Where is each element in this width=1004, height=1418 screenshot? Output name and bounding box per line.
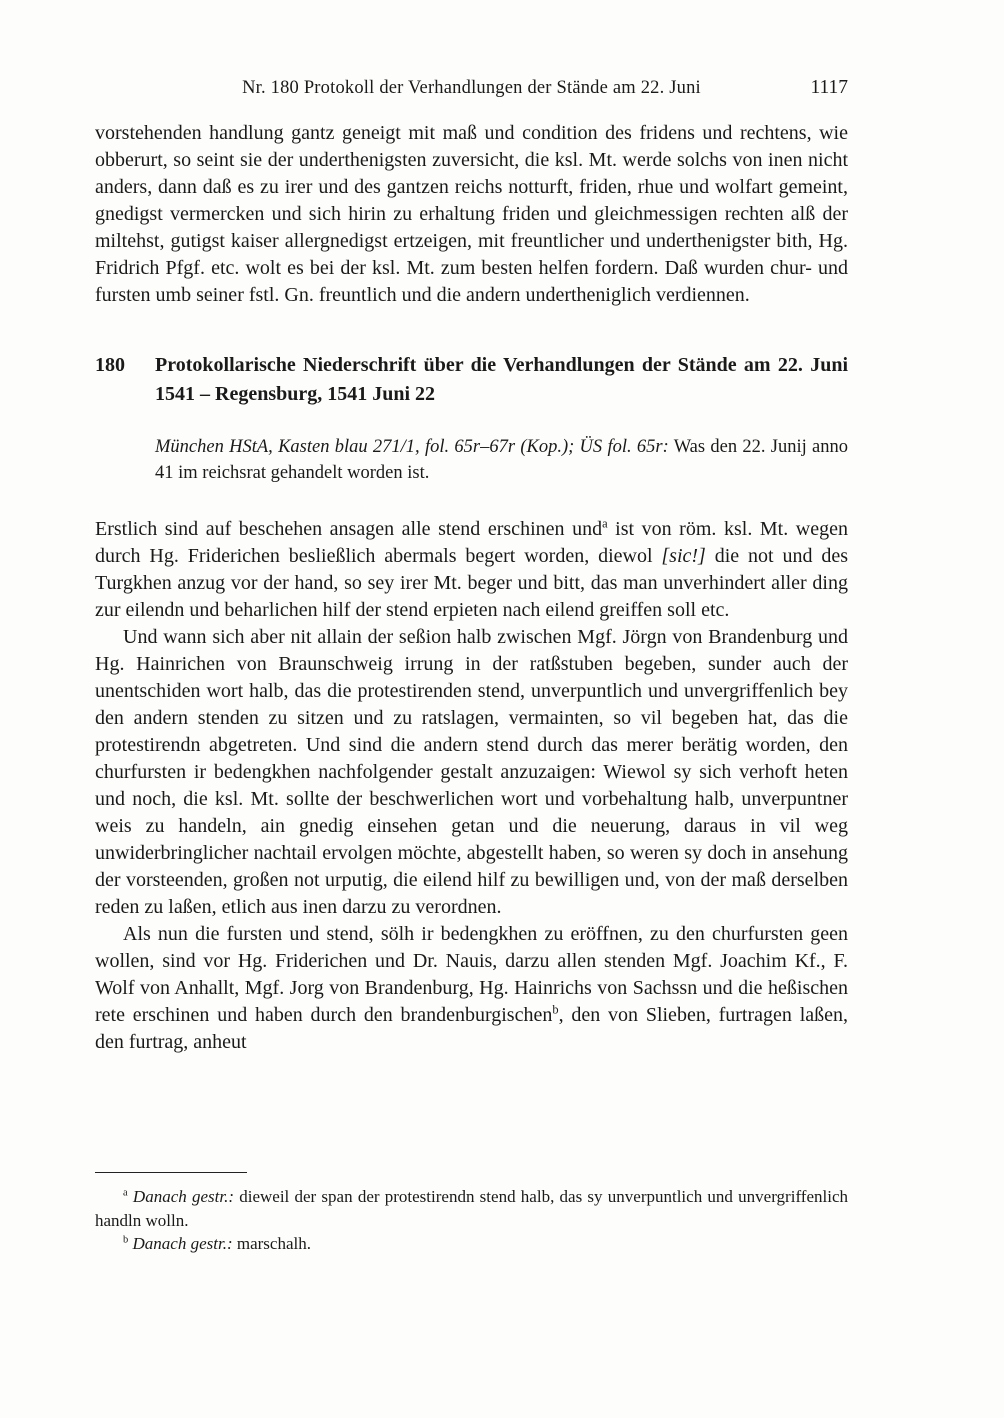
page-body — [95, 120, 848, 1056]
original-heading: Was den 22. Junij anno 41 im reichsrat gehandelt worden ist. — [155, 437, 848, 483]
sic-annotation: [sic!] — [661, 545, 706, 567]
footnote-b-label: Danach gestr.: — [132, 1234, 233, 1253]
footnotes-section — [95, 1172, 848, 1256]
running-title: Nr. 180 Protokoll der Verhandlungen der Stände am 22. Juni — [242, 78, 701, 98]
paragraph-text: ist von röm. ksl. Mt. wegen durch Hg. Friderichen besließlich abermals begert worden, diewol — [95, 518, 848, 567]
running-header — [95, 76, 848, 100]
document-title: Protokollarische Niederschrift über die Verhandlungen der Stände am 22. Juni 1541 – Regensburg, 1541 Juni 22 — [155, 354, 848, 405]
paragraph-text: die not und des Turgkhen anzug vor der hand, so sey irer Mt. beger und bitt, das man unverhindert aller ding zur eilendn und beharlichen hilf der stend erpieten nach eilend greiffen soll etc. — [95, 545, 848, 621]
paragraph-text: Erstlich sind auf beschehen ansagen alle stend erschinen und — [95, 518, 603, 540]
footnote-a-marker: a — [123, 1187, 128, 1199]
paragraph-text: , den von Slieben, furtragen laßen, den furtrag, anheut — [95, 1004, 849, 1053]
document-number: 180 — [95, 354, 125, 376]
document-heading — [95, 351, 848, 409]
page-number: 1117 — [810, 77, 848, 98]
footnote-b — [95, 1232, 848, 1256]
paragraph-als-nun — [95, 921, 848, 1056]
footnote-a-label: Danach gestr.: — [132, 1187, 234, 1206]
footnote-b-marker: b — [123, 1234, 129, 1246]
footnote-separator — [95, 1172, 247, 1173]
footnote-b-text: marschalh. — [232, 1234, 311, 1253]
footnote-a-text: dieweil der span der protestirendn stend halb, das sy unverpuntlich und unvergriffenlich handln wolln. — [95, 1187, 848, 1230]
source-note — [155, 434, 848, 486]
archive-reference: München HStA, Kasten blau 271/1, fol. 65r–67r (Kop.); ÜS fol. 65r: — [155, 437, 669, 457]
footnote-ref-a: a — [602, 516, 608, 531]
paragraph-text: Als nun die fursten und stend, sölh ir bedengkhen zu eröffnen, zu den churfursten geen wollen, sind vor Hg. Friderichen und Dr. Nauis, darzu allen stenden Mgf. Joachim Kf., F. Wolf von Anhallt, Mgf. Jorg von Brandenburg, Hg. Hainrichs von Sachssn und die heßischen rete erschinen und haben durch den brandenburgischen — [95, 923, 848, 1026]
footnote-ref-b: b — [552, 1002, 559, 1017]
paragraph-und-wann: Und wann sich aber nit allain der seßion halb zwischen Mgf. Jörgn von Brandenburg und Hg. Hainrichen von Braunschweig irrung in der ratßstuben begeben, sunder auch der unentschiden wort halb, das die protestirenden stend, unverpuntlich und unvergriffenlich bey den andern stenden zu sitzen und zu ratslagen, vermainten, so vil begeben hat, das die protestirendn abgetreten. Und sind die andern stend durch das merer berätig worden, den churfursten ir bedengkhen nachfolgender gestalt anzuzaigen: Wiewol sy sich verhoft heten und noch, die ksl. Mt. sollte der beschwerlichen wort und vorbehaltung halb, unverpuntner weis zu handeln, ain gnedig einsehen getan und die neuerung, daraus in vil weg unwiderbringlicher nachtail ervolgen möchte, abgestellt haben, so weren sy doch in ansehung der vorsteenden, großen not urputig, die eilend hilf zu bewilligen und, von der maß derselben reden zu laßen, etlich aus inen darzu zu verordnen. — [95, 626, 848, 918]
footnote-a — [95, 1185, 848, 1232]
continuation-paragraph: vorstehenden handlung gantz geneigt mit maß und condition des fridens und rechtens, wie obberurt, so seint sie der underthenigsten zuversicht, die ksl. Mt. werde solchs von inen nicht anders, dann daß es zu irer und des gantzen reichs notturft, friden, rhue und wolfart gemeint, gnedigst vermercken und sich hirin zu erhaltung friden und gleichmessigen rechten alß der miltehst, gutigst kaiser allergnedigst ertzeigen, mit freuntlicher und underthenigster bith, Hg. Fridrich Pfgf. etc. wolt es bei der ksl. Mt. zum besten helfen fordern. Daß wurden chur- und fursten umb seiner fstl. Gn. freuntlich und die andern undertheniglich verdiennen. — [95, 122, 848, 306]
paragraph-erstlich — [95, 516, 848, 624]
